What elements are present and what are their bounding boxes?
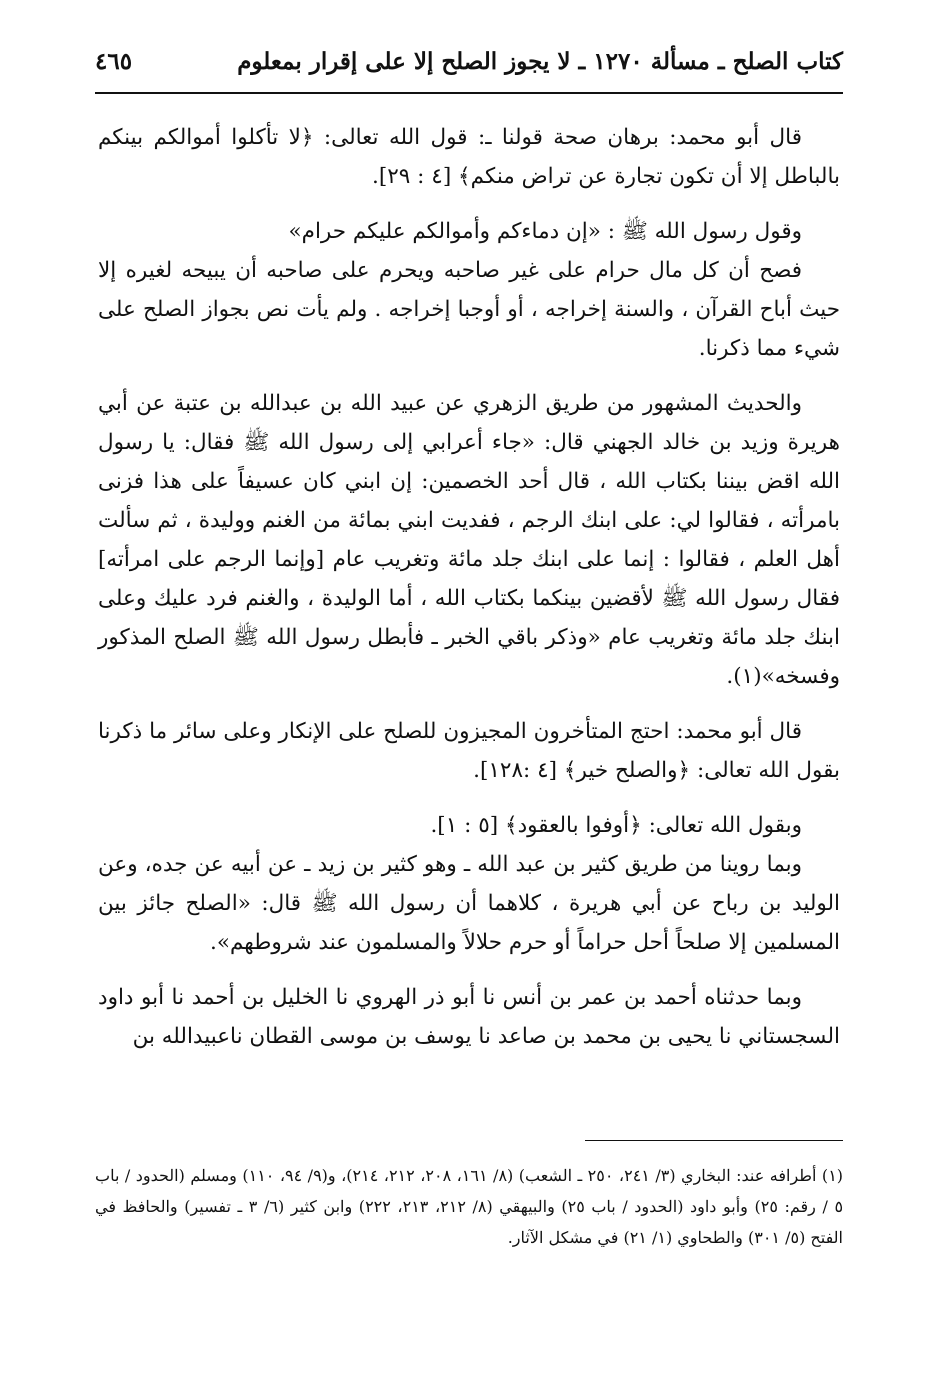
footnote-divider (585, 1140, 843, 1141)
paragraph: والحديث المشهور من طريق الزهري عن عبيد الله بن عبدالله بن عتبة عن أبي هريرة وزيد بن خالد الجهني قال: «جاء أعرابي إلى رسول الله ﷺ فقال: يا رسول الله اقض بيننا بكتاب الله ، قال أحد الخصمين: إن ابني كان عسيفاً على هذا فزنى بامرأته ، فقالوا لي: على ابنك الرجم ، ففديت ابني بمائة من الغنم ووليدة ، ثم سألت أهل العلم ، فقالوا : إنما على ابنك جلد مائة وتغريب عام [وإنما الرجم على امرأته] فقال رسول الله ﷺ لأقضين بينكما بكتاب الله ، أما الوليدة ، والغنم فرد عليك وعلى ابنك جلد مائة وتغريب عام «وذكر باقي الخبر ـ فأبطل رسول الله ﷺ الصلح المذكور وفسخه»(١). (98, 391, 840, 689)
page-number: ٤٦٥ (95, 48, 133, 75)
footnotes (95, 1160, 843, 1253)
main-text (98, 118, 840, 1056)
paragraph: قال أبو محمد: برهان صحة قولنا ـ: قول الله تعالى: ﴿لا تأكلوا أموالكم بينكم بالباطل إلا أن تكون تجارة عن تراض منكم﴾ [٤ : ٢٩]. (98, 125, 840, 189)
footnote: (١) أطرافه عند: البخاري (٣/ ٢٤١، ٢٥٠ ـ الشعب) (٨/ ١٦١، ٢٠٨، ٢١٢، ٢١٤)، و(٩/ ٩٤، ١١٠) ومسلم (الحدود / باب ٥ / رقم: ٢٥) وأبو داود (الحدود / باب ٢٥) والبيهقي (٨/ ٢١٢، ٢١٣، ٢٢٢) وابن كثير (٦/ ٣ ـ تفسير) والحافظ في الفتح (٥/ ٣٠١) والطحاوي (١/ ٢١) في مشكل الآثار. (95, 1166, 844, 1247)
paragraph: وبقول الله تعالى: ﴿أوفوا بالعقود﴾ [٥ : ١]. (430, 813, 802, 838)
paragraph: وبما روينا من طريق كثير بن عبد الله ـ وهو كثير بن زيد ـ عن أبيه عن جده، وعن الوليد بن رباح عن أبي هريرة ، كلاهما أن رسول الله ﷺ قال: «الصلح جائز بين المسلمين إلا صلحاً أحل حراماً أو حرم حلالاً والمسلمون عند شروطهم». (98, 852, 840, 955)
paragraph: فصح أن كل مال حرام على غير صاحبه ويحرم على صاحبه أن يبيحه لغيره إلا حيث أباح القرآن ، والسنة إخراجه ، أو أوجبا إخراجه . ولم يأت نص بجواز الصلح على شيء مما ذكرنا. (98, 258, 840, 361)
running-title: كتاب الصلح ـ مسألة ١٢٧٠ ـ لا يجوز الصلح إلا على إقرار بمعلوم (237, 48, 843, 75)
page-header (95, 44, 843, 94)
paragraph: وبما حدثناه أحمد بن عمر بن أنس نا أبو ذر الهروي نا الخليل بن أحمد نا أبو داود السجستاني نا يحيى بن محمد بن صاعد نا يوسف بن موسى القطان ناعبيدالله بن (98, 985, 840, 1049)
paragraph: وقول رسول الله ﷺ : «إن دماءكم وأموالكم عليكم حرام» (288, 219, 802, 244)
paragraph: قال أبو محمد: احتج المتأخرون المجيزون للصلح على الإنكار وعلى سائر ما ذكرنا بقول الله تعالى: ﴿والصلح خير﴾ [٤ :١٢٨]. (98, 719, 840, 783)
